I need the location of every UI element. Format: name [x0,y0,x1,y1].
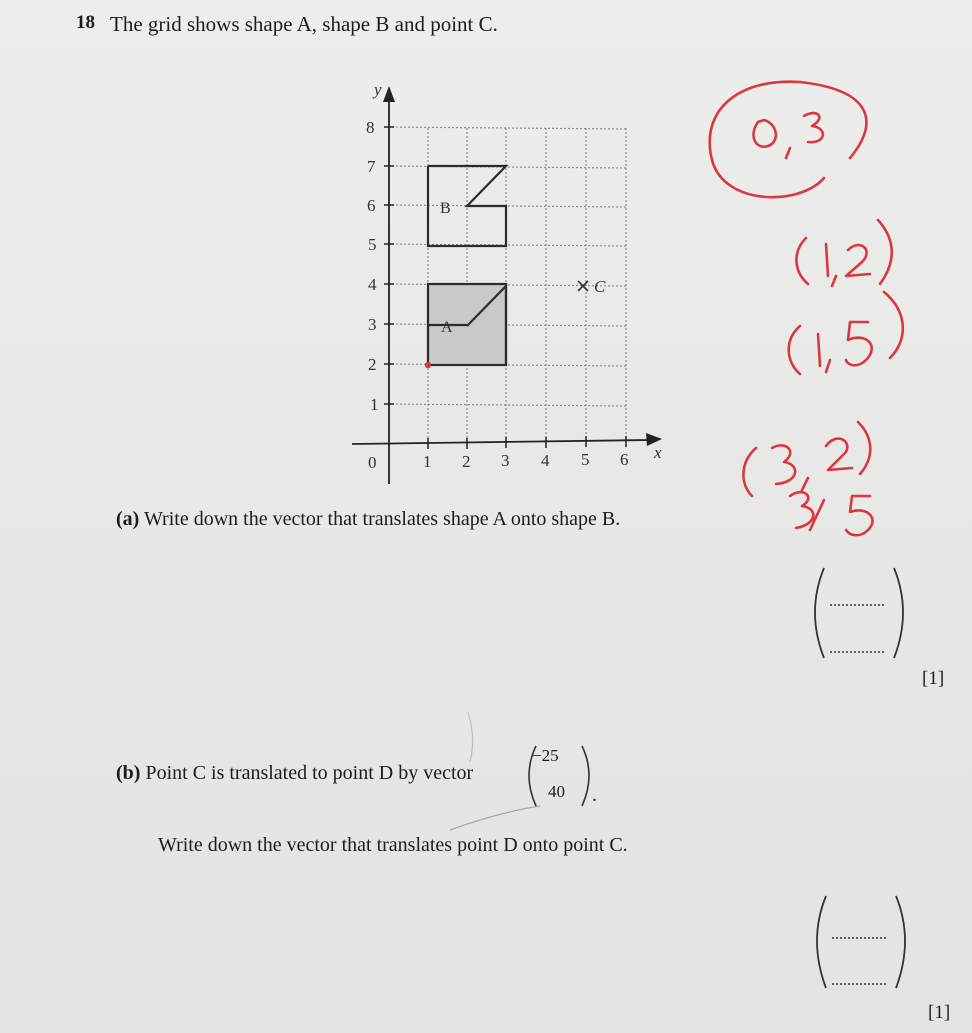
y-tick-label: 2 [368,355,377,374]
stray-mark [450,806,540,830]
y-axis-arrow [383,86,395,102]
y-tick-label: 1 [370,395,379,414]
part-b-text: Point C is translated to point D by vector [145,762,474,784]
x-tick-label: 0 [368,453,377,472]
part-b-instruction: Write down the vector that translates point D onto point C. [158,834,628,856]
x-tick-label: 6 [620,450,629,469]
shape-a-label: A [441,319,453,336]
point-c-label: C [594,277,606,296]
x-tick-label: 4 [541,451,550,470]
ink-note-0-3 [753,113,822,158]
y-tick-label: 3 [368,315,377,334]
part-b-question [116,762,473,785]
part-b-label: (b) [116,762,141,784]
question-number: 18 [76,12,95,33]
y-tick-label: 7 [367,157,376,176]
question-stem: The grid shows shape A, shape B and point C. [110,12,498,36]
stray-mark [468,712,473,762]
x-axis [352,440,650,444]
y-axis-label: y [374,80,382,99]
x-tick-label: 3 [501,451,510,470]
answer-vector-b [817,896,905,988]
part-a-text: Write down the vector that translates shape A onto shape B. [143,508,621,530]
ink-note-3-2 [743,422,870,496]
part-a-label: (a) [116,508,140,530]
given-vector-bottom: 40 [548,782,565,801]
x-tick-label: 1 [423,452,432,471]
ink-note-3-5 [790,492,873,535]
part-b-marks: [1] [928,1002,951,1023]
part-a-question [116,508,620,531]
x-axis-label: x [654,443,662,462]
vector-full-stop: . [592,784,597,806]
y-tick-label: 4 [368,275,377,294]
x-tick-label: 5 [581,450,590,469]
shape-a [425,284,506,368]
x-tick-label: 2 [462,452,471,471]
y-tick-label: 5 [368,235,377,254]
answer-vector-a [815,568,903,658]
ink-note-1-5 [789,292,903,374]
y-tick-label: 6 [367,196,376,215]
point-c [578,277,606,296]
part-a-marks: [1] [922,668,945,689]
ink-note-1-2 [796,220,891,286]
ink-circle [710,82,867,197]
y-tick-label: 8 [366,118,375,137]
handwritten-notes [450,82,903,830]
marked-vertex [425,362,431,368]
given-vector-top: −25 [532,746,559,765]
shape-b-label: B [440,200,451,217]
